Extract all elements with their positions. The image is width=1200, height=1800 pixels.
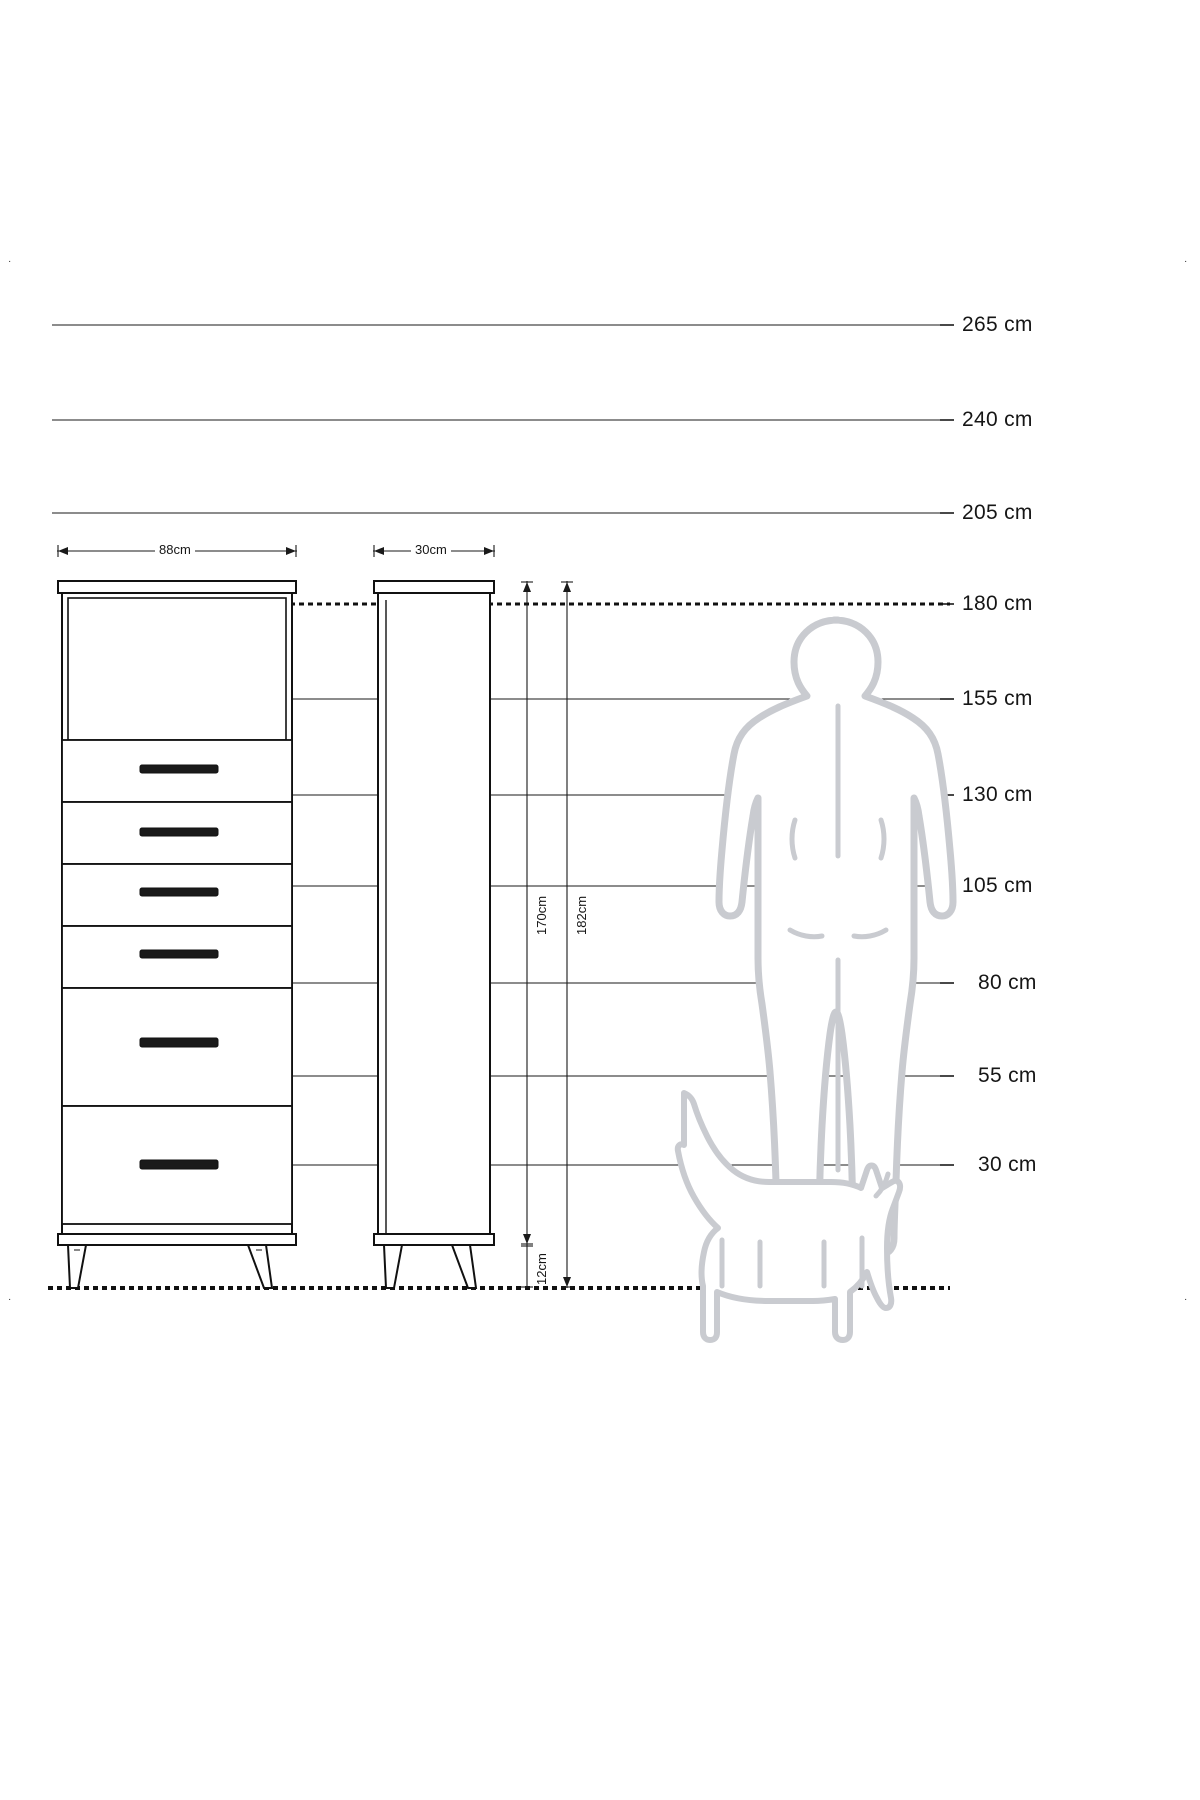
height-label-12: 12cm xyxy=(534,1253,549,1285)
height-dimension-182 xyxy=(561,581,573,1288)
height-label-182: 182cm xyxy=(574,895,589,935)
cabinet-leg xyxy=(384,1245,476,1288)
interior-guide-lines xyxy=(290,699,375,1165)
narrow-cabinet[interactable] xyxy=(374,581,494,1288)
scale-label-105: 105 cm xyxy=(962,874,1033,897)
width-label-88: 88cm xyxy=(155,542,195,557)
height-dimension-12 xyxy=(521,1245,533,1288)
scale-label-130: 130 cm xyxy=(962,783,1033,806)
scale-label-30: 30 cm xyxy=(978,1153,1037,1176)
scale-label-240: 240 cm xyxy=(962,408,1033,431)
tall-chest-of-drawers[interactable] xyxy=(58,581,296,1288)
scale-label-55: 55 cm xyxy=(978,1064,1037,1087)
cabinet-leg xyxy=(68,1245,272,1288)
scale-label-205: 205 cm xyxy=(962,501,1033,524)
corner-mark-top-left: · xyxy=(8,256,12,267)
corner-mark-top-right: · xyxy=(1184,256,1188,267)
height-dimension-170 xyxy=(521,581,533,1245)
corner-mark-bottom-left: · xyxy=(8,1294,12,1305)
scale-label-80: 80 cm xyxy=(978,971,1037,994)
width-label-30: 30cm xyxy=(411,542,451,557)
open-shelf-compartment xyxy=(68,598,286,740)
height-label-170: 170cm xyxy=(534,895,549,935)
drawer-front[interactable] xyxy=(62,740,292,1224)
scale-label-ticks xyxy=(940,325,954,1165)
corner-mark-bottom-right: · xyxy=(1184,1294,1188,1305)
scale-label-155: 155 cm xyxy=(962,687,1033,710)
scale-label-180: 180 cm xyxy=(962,592,1033,615)
scale-label-265: 265 cm xyxy=(962,313,1033,336)
